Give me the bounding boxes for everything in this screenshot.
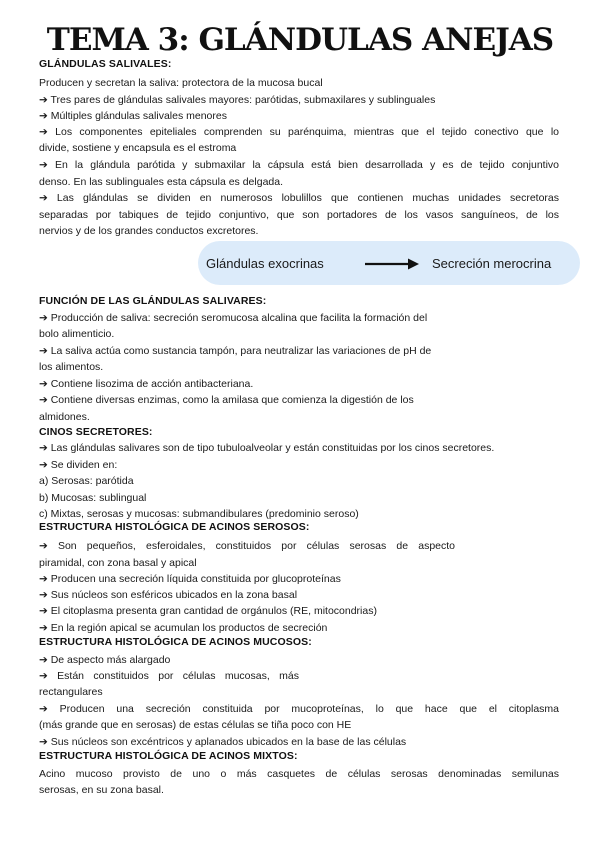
text-line: ➔ De aspecto más alargado [39, 654, 171, 666]
diagram-left-label: Glándulas exocrinas [206, 256, 324, 271]
text-line: divide, sostiene y encapsula es el estroma [39, 142, 237, 154]
text-line: c) Mixtas, serosas y mucosas: submandibulares (predominio seroso) [39, 508, 359, 520]
diagram-right-label: Secreción merocrina [432, 256, 552, 271]
text-line: denso. En las sublinguales esta cápsula es delgada. [39, 176, 284, 188]
text-line: serosas, en su zona basal. [39, 784, 164, 796]
text-line: ➔ Múltiples glándulas salivales menores [39, 110, 227, 122]
text-line: (más grande que en serosas) de estas células se tiña poco con HE [39, 719, 352, 731]
page-title: TEMA 3: GLÁNDULAS ANEJAS [46, 22, 554, 58]
text-line: ➔ En la región apical se acumulan los productos de secreción [39, 622, 328, 634]
section-heading-funcion: FUNCIÓN DE LAS GLÁNDULAS SALIVARES: [39, 295, 267, 307]
text-line: bolo alimenticio. [39, 328, 115, 340]
text-line: Acino mucoso provisto de uno o más casquetes de células serosas denominadas semilunas [39, 768, 559, 780]
text-line: ➔ Sus núcleos son excéntricos y aplanados ubicados en la base de las células [39, 736, 407, 748]
text-line: ➔ Contiene diversas enzimas, como la amilasa que comienza la digestión de los [39, 394, 414, 406]
text-line: ➔ Las glándulas se dividen en numerosos lobulillos que contienen muchas unidades secretoras [39, 192, 559, 204]
text-line: ➔ Las glándulas salivares son de tipo tubuloalveolar y están constituidas por los cinos secretores. [39, 442, 495, 454]
text-line: ➔ La saliva actúa como sustancia tampón, para neutralizar las variaciones de pH de [39, 345, 432, 357]
text-line: piramidal, con zona basal y apical [39, 557, 197, 569]
text-line: ➔ Contiene lisozima de acción antibacteriana. [39, 378, 254, 390]
text-line: ➔ Son pequeños, esferoidales, constituidos por células serosas de aspecto [39, 540, 455, 552]
text-line: los alimentos. [39, 361, 104, 373]
text-line: ➔ Producción de saliva: secreción seromucosa alcalina que facilita la formación del [39, 312, 428, 324]
text-line: ➔ Los componentes epiteliales comprenden su parénquima, mientras que el tejido conectivo que lo [39, 126, 559, 138]
text-line: rectangulares [39, 686, 103, 698]
text-line: ➔ El citoplasma presenta gran cantidad de orgánulos (RE, mitocondrias) [39, 605, 377, 617]
text-line: ➔ Sus núcleos son esféricos ubicados en la zona basal [39, 589, 298, 601]
section-heading-serosos: ESTRUCTURA HISTOLÓGICA DE ACINOS SEROSOS: [39, 521, 310, 533]
section-heading-acinos: CINOS SECRETORES: [39, 426, 153, 438]
text-line: ➔ Se dividen en: [39, 459, 118, 471]
text-line: ➔ En la glándula parótida y submaxilar la cápsula está bien desarrollada y es de tejido conjuntivo [39, 159, 559, 171]
arrow-right-icon [364, 257, 420, 271]
section-heading-salivales: GLÁNDULAS SALIVALES: [39, 58, 172, 70]
text-line: Producen y secretan la saliva: protectora de la mucosa bucal [39, 77, 323, 89]
text-line: almidones. [39, 411, 90, 423]
section-heading-mixtos: ESTRUCTURA HISTOLÓGICA DE ACINOS MIXTOS: [39, 750, 298, 762]
text-line: ➔ Producen una secreción líquida constituida por glucoproteínas [39, 573, 341, 585]
text-line: nervios y de los grandes conductos excretores. [39, 225, 259, 237]
text-line: ➔ Producen una secreción constituida por mucoproteínas, lo que hace que el citoplasma [39, 703, 559, 715]
section-heading-mucosos: ESTRUCTURA HISTOLÓGICA DE ACINOS MUCOSOS: [39, 636, 312, 648]
text-line: a) Serosas: parótida [39, 475, 134, 487]
text-line: separadas por tabiques de tejido conjuntivo, que son portadores de los vasos sanguíneos, de los [39, 209, 559, 221]
text-line: b) Mucosas: sublingual [39, 492, 147, 504]
text-line: ➔ Están constituidos por células mucosas, más [39, 670, 299, 682]
text-line: ➔ Tres pares de glándulas salivales mayores: parótidas, submaxilares y sublinguales [39, 94, 436, 106]
